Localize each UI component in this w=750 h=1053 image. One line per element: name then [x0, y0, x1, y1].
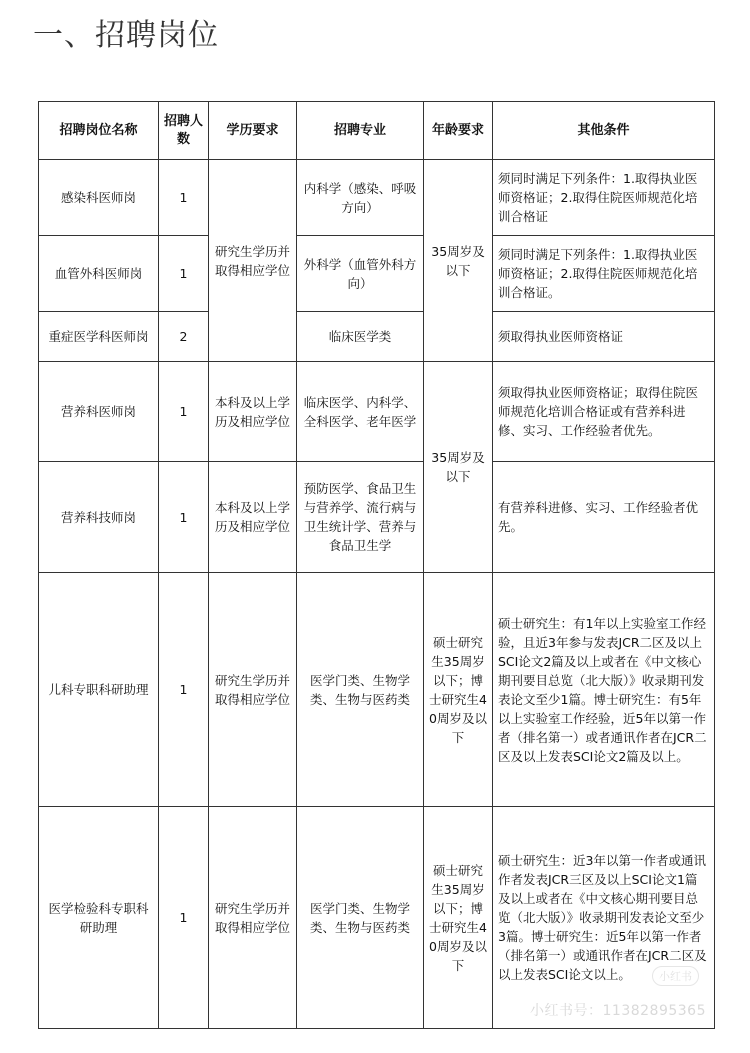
- cell-other: 须同时满足下列条件：1.取得执业医师资格证；2.取得住院医师规范化培训合格证: [493, 160, 715, 236]
- cell-major: 医学门类、生物学类、生物与医药类: [297, 573, 424, 807]
- cell-other: 硕士研究生：近3年以第一作者或通讯作者发表JCR三区及以上SCI论文1篇及以上或者在《中文核心期刊要目总览（北大版）》收录期刊发表论文至少3篇。博士研究生：近5年以第一作者（排名第一）或通讯作者在JCR二区及以上发表SCI论文以上。: [493, 807, 715, 1029]
- watermark-logo: 小红书: [652, 966, 699, 986]
- cell-count: 1: [159, 462, 209, 573]
- cell-education: 本科及以上学历及相应学位: [209, 362, 297, 462]
- header-age: 年龄要求: [424, 102, 493, 160]
- cell-other: 须同时满足下列条件：1.取得执业医师资格证；2.取得住院医师规范化培训合格证。: [493, 236, 715, 312]
- cell-age: 35周岁及以下: [424, 160, 493, 362]
- header-education: 学历要求: [209, 102, 297, 160]
- table-row: [39, 362, 715, 462]
- cell-age: 35周岁及以下: [424, 362, 493, 573]
- cell-other: 硕士研究生：有1年以上实验室工作经验，且近3年参与发表JCR二区及以上SCI论文2篇及以上或者在《中文核心期刊要目总览（北大版）》收录期刊发表论文至少1篇。博士研究生：有5年以上实验室工作经验，近5年以第一作者（排名第一）或者通讯作者在JCR二区及以上发表SCI论文2篇及以上。: [493, 573, 715, 807]
- cell-education: 研究生学历并取得相应学位: [209, 160, 297, 362]
- cell-position: 医学检验科专职科研助理: [39, 807, 159, 1029]
- cell-education: 本科及以上学历及相应学位: [209, 462, 297, 573]
- watermark-id: 小红书号：1138289536​5: [530, 1003, 706, 1019]
- cell-position: 重症医学科医师岗: [39, 312, 159, 362]
- cell-other: 须取得执业医师资格证: [493, 312, 715, 362]
- cell-position: 儿科专职科研助理: [39, 573, 159, 807]
- header-position: 招聘岗位名称: [39, 102, 159, 160]
- cell-count: 2: [159, 312, 209, 362]
- cell-count: 1: [159, 573, 209, 807]
- table-header-row: [39, 102, 715, 160]
- cell-major: 内科学（感染、呼吸方向）: [297, 160, 424, 236]
- cell-count: 1: [159, 807, 209, 1029]
- cell-other: 有营养科进修、实习、工作经验者优先。: [493, 462, 715, 573]
- cell-count: 1: [159, 160, 209, 236]
- cell-education: 研究生学历并取得相应学位: [209, 573, 297, 807]
- cell-position: 营养科医师岗: [39, 362, 159, 462]
- table-row: [39, 236, 715, 312]
- cell-position: 营养科技师岗: [39, 462, 159, 573]
- table-row: [39, 312, 715, 362]
- cell-major: 预防医学、食品卫生与营养学、流行病与卫生统计学、营养与食品卫生学: [297, 462, 424, 573]
- cell-major: 临床医学类: [297, 312, 424, 362]
- header-other: 其他条件: [493, 102, 715, 160]
- table-row: [39, 807, 715, 1029]
- header-count: 招聘人数: [159, 102, 209, 160]
- header-major: 招聘专业: [297, 102, 424, 160]
- cell-education: 研究生学历并取得相应学位: [209, 807, 297, 1029]
- table-row: [39, 462, 715, 573]
- cell-age: 硕士研究生35周岁以下；博士研究生40周岁及以下: [424, 807, 493, 1029]
- cell-major: 外科学（血管外科方向）: [297, 236, 424, 312]
- page-title: 一、招聘岗位: [33, 18, 219, 53]
- cell-count: 1: [159, 362, 209, 462]
- table-row: [39, 160, 715, 236]
- table-row: [39, 573, 715, 807]
- cell-position: 感染科医师岗: [39, 160, 159, 236]
- cell-major: 临床医学、内科学、全科医学、老年医学: [297, 362, 424, 462]
- cell-count: 1: [159, 236, 209, 312]
- cell-position: 血管外科医师岗: [39, 236, 159, 312]
- cell-other: 须取得执业医师资格证；取得住院医师规范化培训合格证或有营养科进修、实习、工作经验者优先。: [493, 362, 715, 462]
- recruitment-table: [38, 101, 715, 1029]
- cell-major: 医学门类、生物学类、生物与医药类: [297, 807, 424, 1029]
- cell-age: 硕士研究生35周岁以下；博士研究生40周岁及以下: [424, 573, 493, 807]
